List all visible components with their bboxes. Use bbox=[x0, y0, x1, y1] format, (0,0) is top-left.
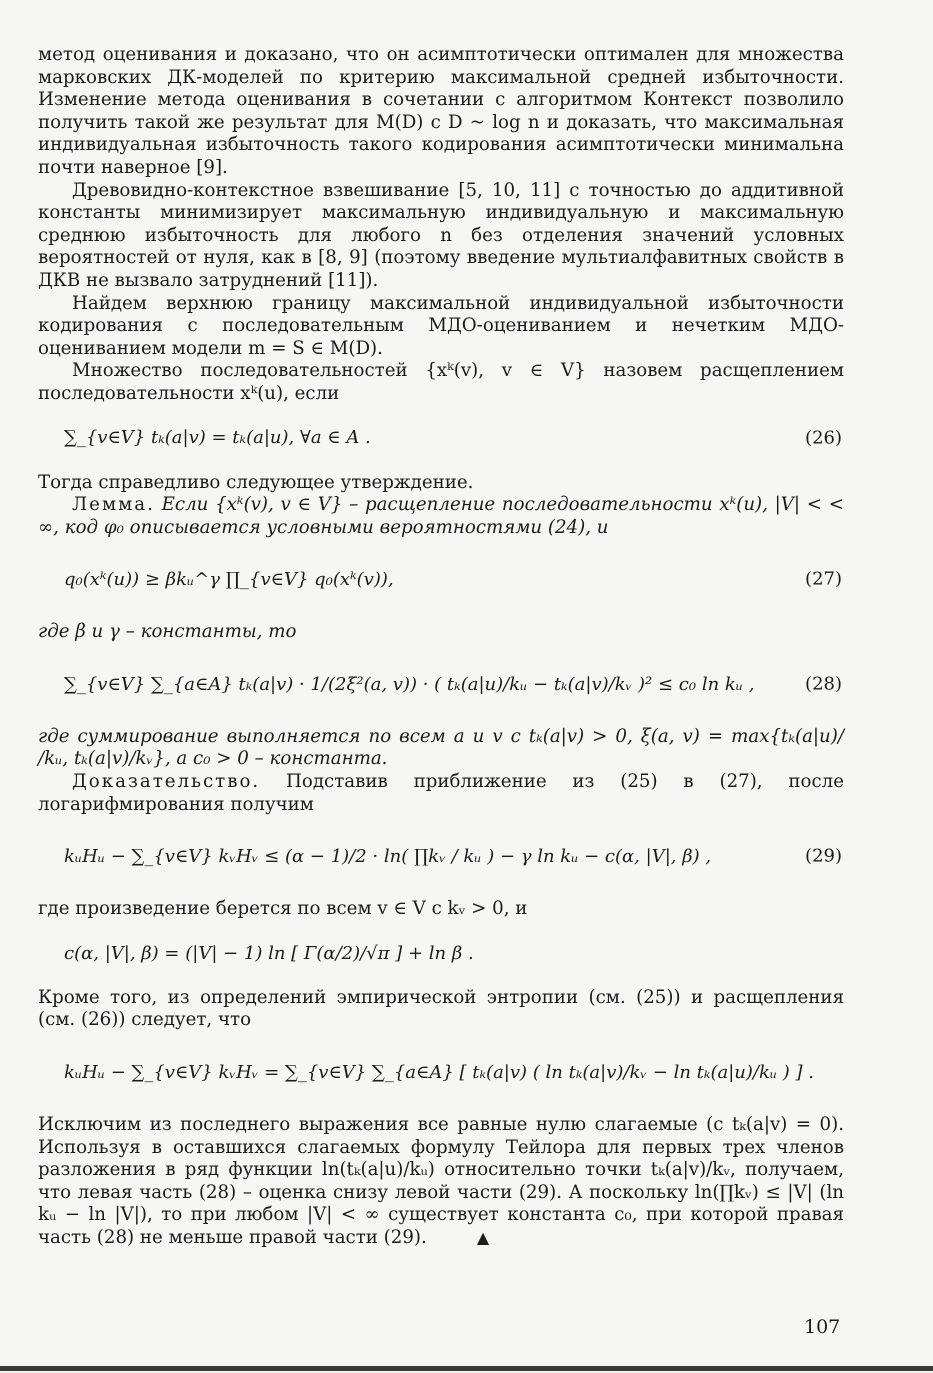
equation-entropy bbox=[38, 1042, 844, 1104]
paragraph-then: Тогда справедливо следующее утверждение. bbox=[38, 471, 474, 493]
equation-29-number: (29) bbox=[805, 845, 842, 867]
equation-27 bbox=[38, 549, 844, 611]
equation-28-expression: ∑_{v∈V} ∑_{a∈A} tₖ(a|v) · 1/(2ξ²(a, v)) · ( tₖ(a|u)/kᵤ − tₖ(a|v)/kᵥ )² ≤ c₀ ln kᵤ , bbox=[64, 673, 755, 695]
equation-28 bbox=[38, 654, 844, 716]
paragraph-where-constants: где β и γ – константы, то bbox=[38, 621, 297, 643]
equation-28-number: (28) bbox=[805, 673, 842, 695]
page-body bbox=[38, 44, 844, 1250]
equation-26-expression: ∑_{v∈V} tₖ(a|v) = tₖ(a|u), ∀a ∈ A . bbox=[64, 427, 371, 449]
lemma-body: Если {xᵏ(v), v ∈ V} – расщепление последовательности xᵏ(u), |V| < < ∞, код φ₀ описывается условными вероятностями (24), и bbox=[38, 494, 844, 538]
equation-27-number: (27) bbox=[805, 568, 842, 590]
paragraph-2: Древовидно-контекстное взвешивание [5, 10, 11] с точностью до аддитивной константы минимизирует максимальную индивидуальную и максимальную среднюю избыточность для любого n без отделения значений условных вероятностей от нуля, как в [8, 9] (поэтому введение мультиалфавитных свойств в ДКВ не вызвало затруднений [11]). bbox=[38, 179, 844, 291]
bottom-scan-edge bbox=[0, 1366, 933, 1371]
proof bbox=[38, 771, 844, 816]
equation-26 bbox=[38, 416, 844, 462]
paragraph-moreover: Кроме того, из определений эмпирической энтропии (см. (25)) и расщепления (см. (26)) следует, что bbox=[38, 986, 844, 1031]
paragraph-product: где произведение берется по всем v ∈ V с kᵥ > 0, и bbox=[38, 898, 528, 920]
paragraph-4: Множество последовательностей {xᵏ(v), v ∈ V} назовем расщеплением последовательности xᵏ(u), если bbox=[38, 360, 844, 404]
equation-c-expression: c(α, |V|, β) = (|V| − 1) ln [ Γ(α/2)/√π ] + ln β . bbox=[64, 942, 474, 964]
equation-c bbox=[38, 931, 844, 977]
paragraph-1: метод оценивания и доказано, что он асимптотически оптимален для множества марковских ДК-моделей по критерию максимальной средней избыточности. Изменение метода оценивания в сочетании с алгоритмом Контекст позволило получить такой же результат для M(D) с D ~ log n и доказать, что максимальная индивидуальная избыточность такого кодирования асимптотически минимальна почти наверное [9]. bbox=[38, 44, 844, 178]
lemma bbox=[38, 494, 844, 539]
equation-29-expression: kᵤHᵤ − ∑_{v∈V} kᵥHᵥ ≤ (α − 1)/2 · ln( ∏kᵥ / kᵤ ) − γ ln kᵤ − c(α, |V|, β) , bbox=[64, 845, 712, 867]
lemma-heading: Лемма. bbox=[72, 494, 155, 516]
paragraph-final bbox=[38, 1114, 844, 1250]
proof-body: Подставив приближение из (25) в (27), после логарифмирования получим bbox=[38, 771, 844, 815]
equation-entropy-expression: kᵤHᵤ − ∑_{v∈V} kᵥHᵥ = ∑_{v∈V} ∑_{a∈A} [ tₖ(a|v) ( ln tₖ(a|v)/kᵥ − ln tₖ(a|u)/kᵤ ) ] . bbox=[64, 1061, 814, 1083]
page-number: 107 bbox=[804, 1316, 841, 1338]
equation-26-number: (26) bbox=[805, 427, 842, 449]
equation-29 bbox=[38, 826, 844, 888]
qed-triangle-icon: ▲ bbox=[476, 1228, 490, 1247]
proof-heading: Доказательство. bbox=[72, 771, 261, 793]
paragraph-3: Найдем верхнюю границу максимальной индивидуальной избыточности кодирования с последовательным МДО-оцениванием и нечетким МДО-оцениванием модели m = S ∈ M(D). bbox=[38, 292, 844, 359]
equation-27-expression: q₀(xᵏ(u)) ≥ βkᵤ^γ ∏_{v∈V} q₀(xᵏ(v)), bbox=[64, 568, 394, 590]
paragraph-final-text: Исключим из последнего выражения все равные нулю слагаемые (с tₖ(a|v) = 0). Используя в оставшихся слагаемых формулу Тейлора для первых трех членов разложения в ряд функции ln(tₖ(a|u)/kᵤ) относительно точки tₖ(a|v)/kᵥ, получаем, что левая часть (28) – оценка снизу левой части (29). А поскольку ln(∏kᵥ) ≤ |V| (ln kᵤ − ln |V|), то при любом |V| < ∞ существует константа c₀, при которой правая часть (28) не меньше правой части (29). bbox=[38, 1114, 844, 1248]
paragraph-where-sum: где суммирование выполняется по всем a и v с tₖ(a|v) > 0, ξ(a, v) = max{tₖ(a|u)/ /kᵤ, tₖ(a|v)/kᵥ}, а c₀ > 0 – константа. bbox=[38, 725, 844, 770]
